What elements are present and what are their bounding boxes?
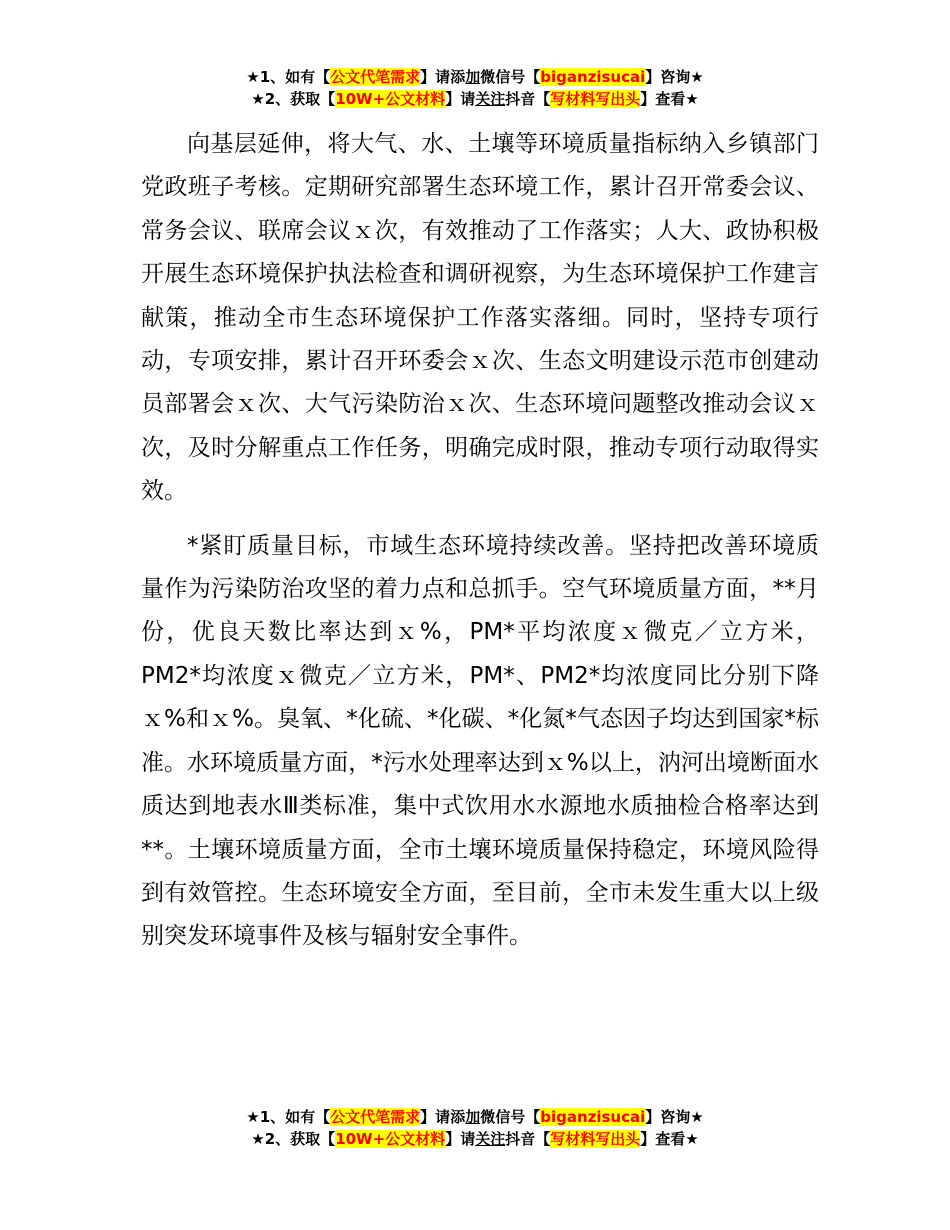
banner-highlight: 写材料写出头 (550, 90, 641, 108)
banner-highlight: 公文代笔需求 (330, 68, 421, 86)
banner-highlight: biganzisucai (540, 1108, 646, 1126)
banner-text: 】请 (445, 1130, 476, 1148)
banner-text: 】查看★ (640, 1130, 699, 1148)
banner-text: 】咨询★ (645, 1108, 704, 1126)
banner-text: 微信号【 (480, 68, 541, 86)
paragraph: *紧盯质量目标，市域生态环境持续改善。坚持把改善环境质量作为污染防治攻坚的着力点和总抓手。空气环境质量方面，**月份，优良天数比率达到ｘ%，PM*平均浓度ｘ微克／立方米，PM2*均浓度ｘ微克／立方米，PM*、PM2*均浓度同比分别下降ｘ%和ｘ%。臭氧、*化硫、*化碳、*化氮*气态因子均达到国家*标准。水环境质量方面，*污水处理率达到ｘ%以上，汭河出境断面水质达到地表水Ⅲ类标准，集中式饮用水水源地水质抽检合格率达到**。土壤环境质量方面，全市土壤环境质量保持稳定，环境风险得到有效管控。生态环境安全方面，至目前，全市未发生重大以上级别突发环境事件及核与辐射安全事件。 (141, 532, 819, 950)
banner-text: 】请添 (420, 68, 466, 86)
banner-text: 】请 (445, 90, 476, 108)
banner-line-2 (0, 88, 950, 110)
banner-underlined: 关注 (475, 1130, 506, 1148)
banner-text: 微信号【 (480, 1108, 541, 1126)
footer-banner (0, 1106, 950, 1150)
banner-highlight: 公文代笔需求 (330, 1108, 421, 1126)
banner-text: 抖音【 (505, 1130, 551, 1148)
banner-text: ★2、获取【 (251, 90, 336, 108)
banner-line-2 (0, 1128, 950, 1150)
banner-text: 】请添 (420, 1108, 466, 1126)
banner-text: ★1、如有【 (246, 1108, 331, 1126)
paragraph: 向基层延伸，将大气、水、土壤等环境质量指标纳入乡镇部门党政班子考核。定期研究部署生态环境工作，累计召开常委会议、常务会议、联席会议ｘ次，有效推动了工作落实；人大、政协积极开展生态环境保护执法检查和调研视察，为生态环境保护工作建言献策，推动全市生态环境保护工作落实落细。同时，坚持专项行动，专项安排，累计召开环委会ｘ次、生态文明建设示范市创建动员部署会ｘ次、大气污染防治ｘ次、生态环境问题整改推动会议ｘ次，及时分解重点工作任务，明确完成时限，推动专项行动取得实效。 (141, 131, 819, 505)
banner-highlight: 写材料写出头 (550, 1130, 641, 1148)
banner-highlight: biganzisucai (540, 68, 646, 86)
banner-highlight: 10W+公文材料 (335, 1130, 446, 1148)
banner-text: ★2、获取【 (251, 1130, 336, 1148)
banner-text: ★1、如有【 (246, 68, 331, 86)
banner-text: 抖音【 (505, 90, 551, 108)
banner-highlight: 10W+公文材料 (335, 90, 446, 108)
document-body (141, 123, 819, 959)
banner-underlined: 关注 (475, 90, 506, 108)
banner-underlined: 加 (465, 1108, 481, 1126)
banner-text: 】咨询★ (645, 68, 704, 86)
banner-text: 】查看★ (640, 90, 699, 108)
banner-line-1 (0, 1106, 950, 1128)
banner-line-1 (0, 66, 950, 88)
banner-underlined: 加 (465, 68, 481, 86)
header-banner (0, 66, 950, 110)
